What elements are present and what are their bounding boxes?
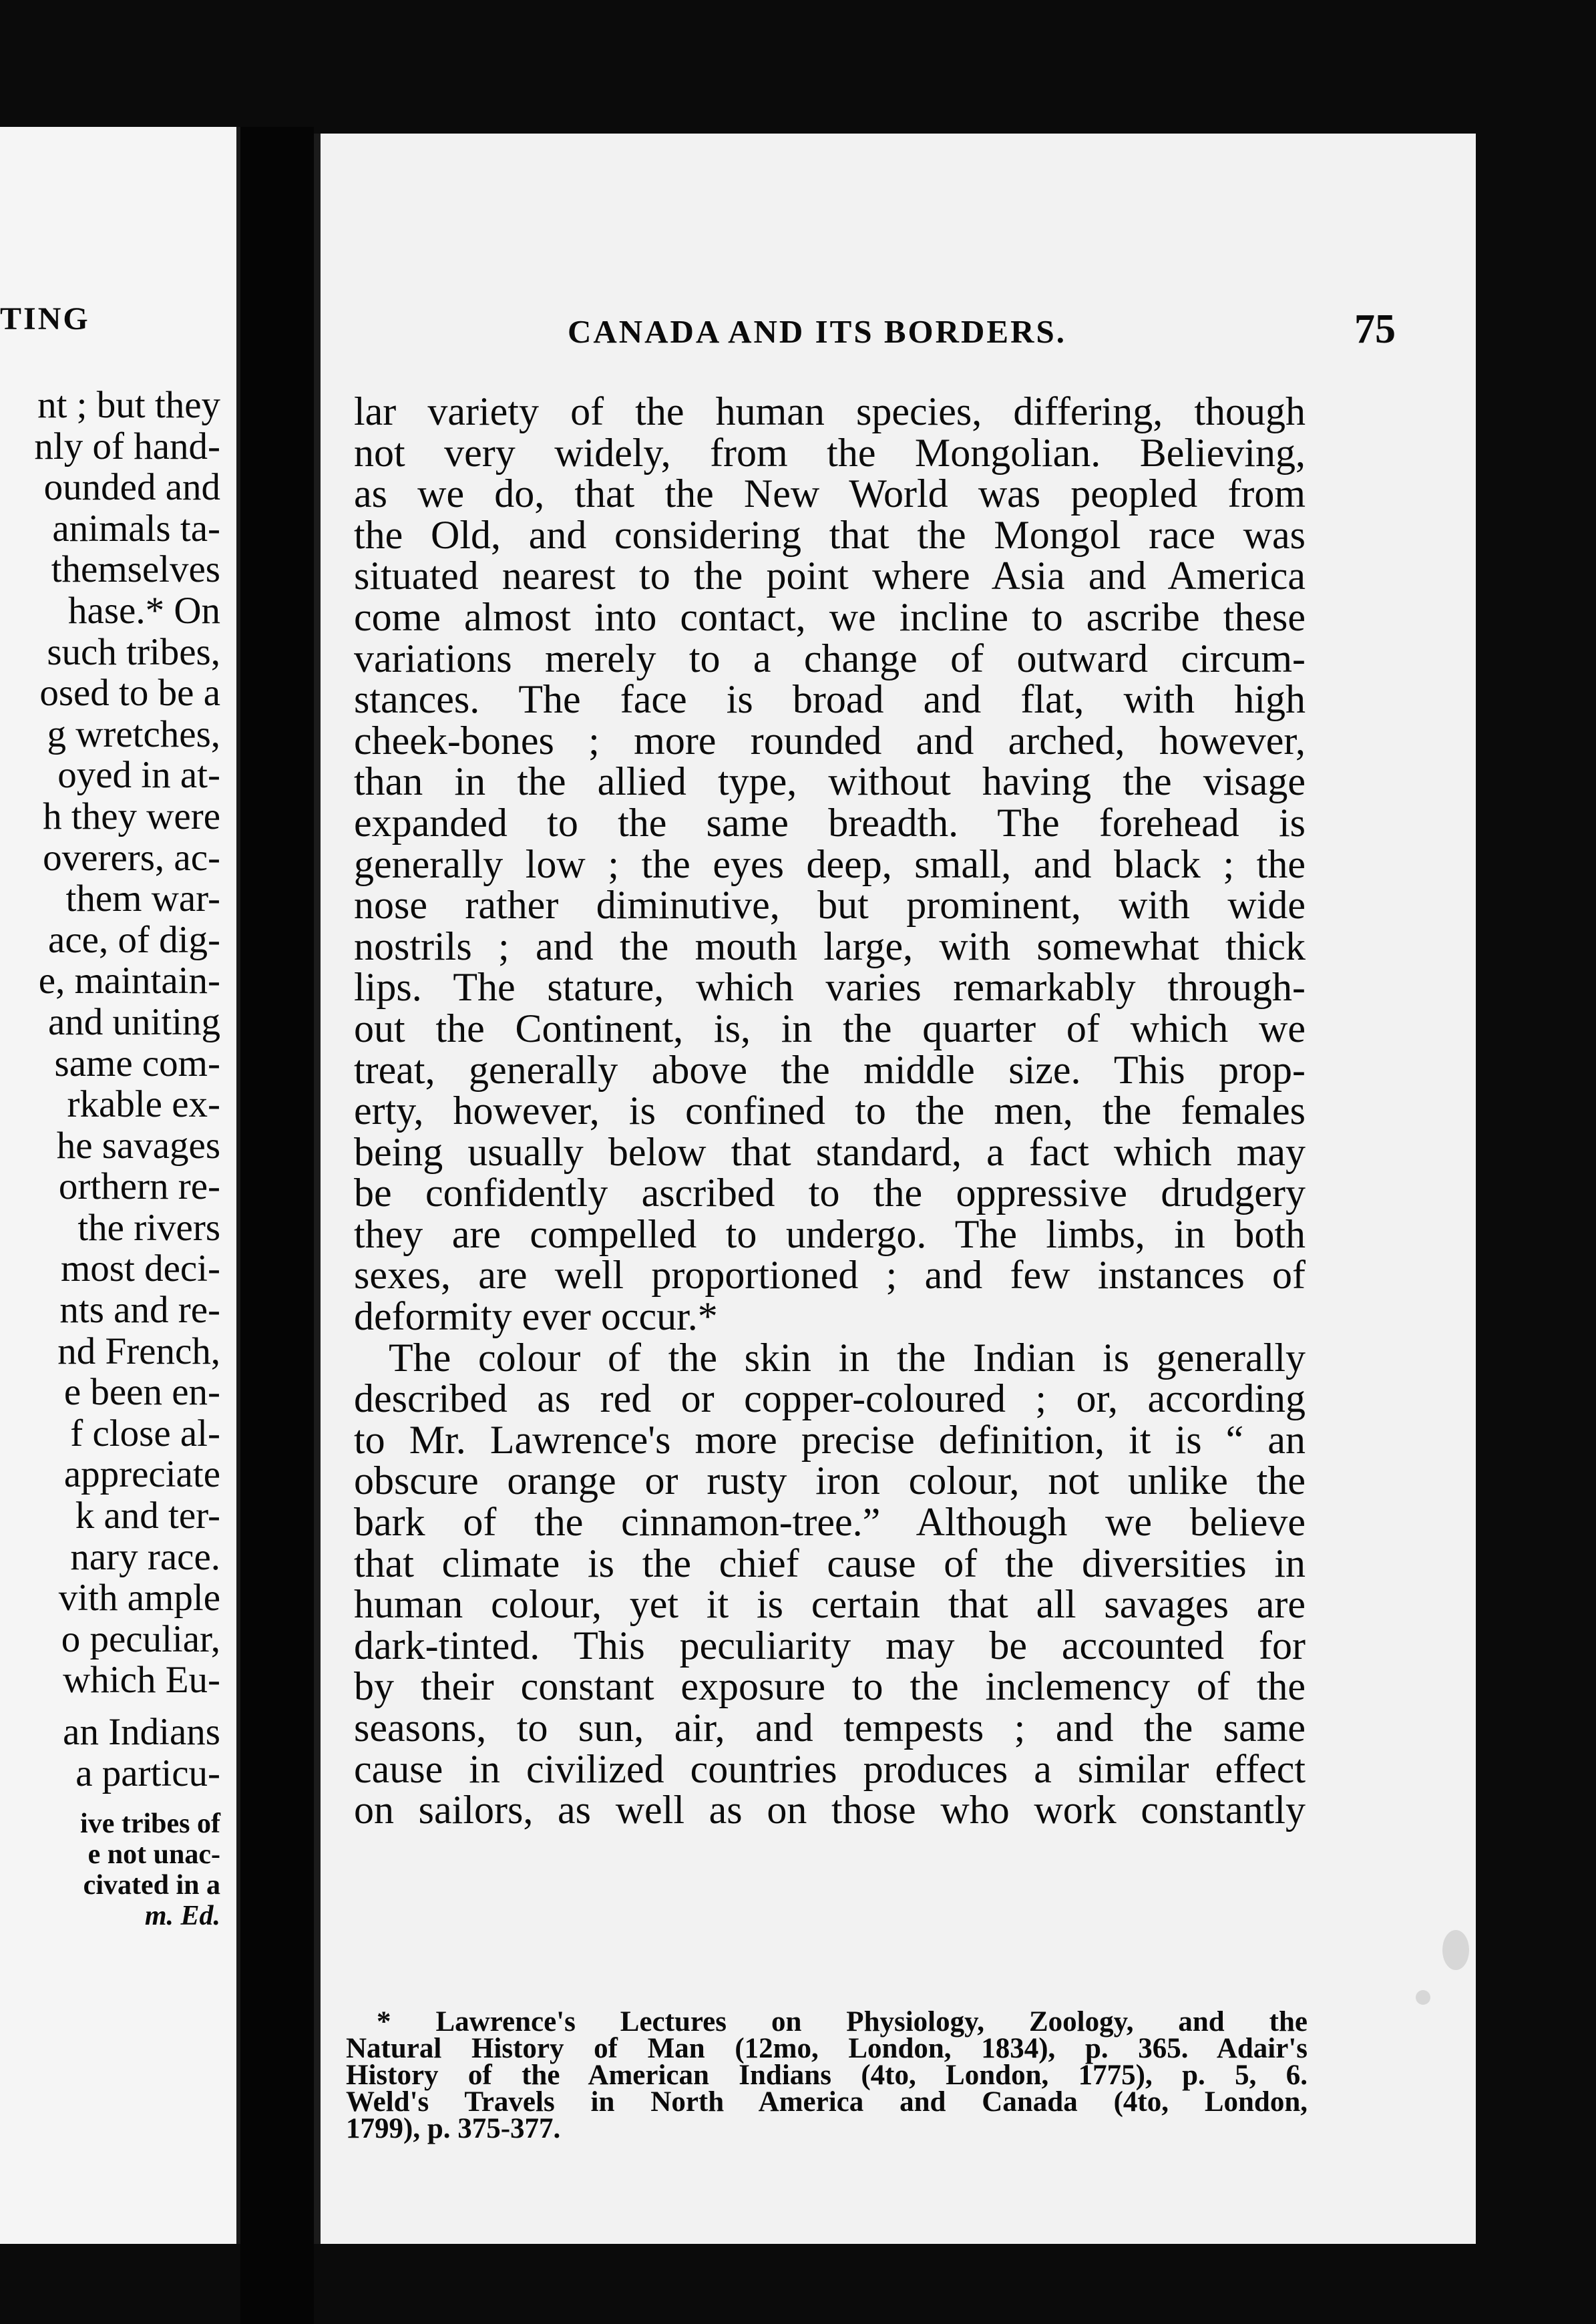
text-line: ace, of dig- bbox=[48, 918, 220, 961]
text-line: come almost into contact, we incline to ascribe these bbox=[354, 594, 1306, 639]
text-line: an Indians bbox=[63, 1711, 220, 1753]
text-line: sexes, are well proportioned ; and few instances of bbox=[354, 1253, 1306, 1298]
previous-page bbox=[0, 127, 240, 2244]
text-line: nd French, bbox=[57, 1330, 220, 1372]
text-line: erty, however, is confined to the men, the females bbox=[354, 1089, 1306, 1133]
running-head bbox=[568, 306, 1396, 353]
footnote-line: 1799), p. 375-377. bbox=[346, 2113, 561, 2144]
text-line: rkable ex- bbox=[67, 1083, 220, 1126]
text-line: the Old, and considering that the Mongol race was bbox=[354, 512, 1306, 557]
footnote-line: civated in a bbox=[83, 1870, 220, 1901]
text-line: themselves bbox=[51, 548, 220, 591]
text-line: described as red or copper-coloured ; or, according bbox=[354, 1376, 1306, 1421]
footnote-gap bbox=[0, 1794, 220, 1808]
text-line: h they were bbox=[43, 795, 220, 837]
text-line: overers, ac- bbox=[43, 836, 220, 879]
footnote-line: History of the American Indians (4to, London, 1775), p. 5, 6. bbox=[346, 2060, 1308, 2091]
footnote-line: ive tribes of bbox=[80, 1808, 220, 1840]
text-line: appreciate bbox=[63, 1453, 220, 1496]
running-title: CANADA AND ITS BORDERS. bbox=[568, 313, 1066, 350]
page-number: 75 bbox=[1354, 307, 1396, 352]
text-line: by their constant exposure to the inclemency of the bbox=[354, 1664, 1306, 1709]
text-line: the rivers bbox=[77, 1206, 220, 1249]
text-line: which Eu- bbox=[63, 1659, 220, 1702]
text-line: e been en- bbox=[63, 1371, 220, 1414]
text-line: they are compelled to undergo. The limbs, in both bbox=[354, 1211, 1306, 1256]
text-line: nostrils ; and the mouth large, with somewhat thick bbox=[354, 924, 1306, 968]
text-line: to Mr. Lawrence's more precise definition, it is “ an bbox=[354, 1417, 1306, 1462]
text-gap bbox=[0, 1701, 220, 1712]
text-line: g wretches, bbox=[47, 713, 220, 755]
current-page bbox=[314, 134, 1476, 2244]
text-line: bark of the cinnamon-tree.” Although we believe bbox=[354, 1500, 1306, 1545]
text-line: f close al- bbox=[70, 1412, 220, 1455]
text-line: not very widely, from the Mongolian. Believing, bbox=[354, 430, 1306, 475]
text-line: lips. The stature, which varies remarkably through- bbox=[354, 965, 1306, 1010]
text-line: nt ; but they bbox=[37, 384, 220, 426]
footnote-line: Weld's Travels in North America and Canada (4to, London, bbox=[346, 2086, 1308, 2118]
text-line: cheek-bones ; more rounded and arched, however, bbox=[354, 718, 1306, 763]
text-line: most deci- bbox=[60, 1247, 220, 1290]
text-line: situated nearest to the point where Asia and America bbox=[354, 554, 1306, 598]
text-line: be confidently ascribed to the oppressive drudgery bbox=[354, 1171, 1306, 1215]
text-line: dark-tinted. This peculiarity may be accounted for bbox=[354, 1623, 1306, 1668]
text-line: human colour, yet it is certain that all savages are bbox=[354, 1582, 1306, 1627]
text-line: k and ter- bbox=[75, 1495, 220, 1537]
footnote-line: e not unac- bbox=[87, 1839, 220, 1871]
footnote-line: * Lawrence's Lectures on Physiology, Zoology, and the bbox=[377, 2006, 1308, 2038]
text-line: vith ample bbox=[58, 1577, 220, 1619]
text-line: seasons, to sun, air, and tempests ; and the same bbox=[354, 1706, 1306, 1750]
text-line: osed to be a bbox=[39, 672, 220, 715]
text-line: nose rather diminutive, but prominent, with wide bbox=[354, 883, 1306, 928]
text-line: he savages bbox=[56, 1124, 220, 1167]
scan-speck bbox=[1442, 1930, 1469, 1970]
book-gutter bbox=[240, 127, 314, 2324]
text-line: being usually below that standard, a fact which may bbox=[354, 1129, 1306, 1174]
text-line: that climate is the chief cause of the diversities in bbox=[354, 1541, 1306, 1585]
text-line: oyed in at- bbox=[57, 754, 220, 797]
text-line: on sailors, as well as on those who work constantly bbox=[354, 1788, 1306, 1832]
text-line: nts and re- bbox=[59, 1289, 220, 1332]
footnote bbox=[346, 2006, 1308, 2144]
text-line: e, maintain- bbox=[38, 960, 220, 1002]
text-line: lar variety of the human species, differing, though bbox=[354, 389, 1306, 433]
footnote-line: m. Ed. bbox=[144, 1901, 220, 1932]
text-line: nary race. bbox=[70, 1535, 220, 1578]
text-line: deformity ever occur.* bbox=[354, 1294, 718, 1339]
scan-speck bbox=[1416, 1990, 1430, 2005]
text-line: and uniting bbox=[47, 1000, 220, 1043]
footnote-line: Natural History of Man (12mo, London, 1834), p. 365. Adair's bbox=[346, 2033, 1308, 2064]
text-line: generally low ; the eyes deep, small, and black ; the bbox=[354, 841, 1306, 886]
text-line: expanded to the same breadth. The forehead is bbox=[354, 800, 1306, 845]
text-line: nly of hand- bbox=[34, 425, 220, 467]
text-line: obscure orange or rusty iron colour, not unlike the bbox=[354, 1459, 1306, 1503]
text-line: as we do, that the New World was peopled from bbox=[354, 471, 1306, 516]
text-line: same com- bbox=[54, 1042, 220, 1085]
previous-page-running-head: TING bbox=[0, 301, 90, 337]
text-line: orthern re- bbox=[58, 1165, 220, 1208]
previous-page-text bbox=[0, 385, 220, 1931]
text-line: out the Continent, is, in the quarter of which we bbox=[354, 1006, 1306, 1050]
text-line: hase.* On bbox=[68, 589, 220, 632]
text-line: them war- bbox=[65, 878, 220, 920]
text-line: treat, generally above the middle size. This prop- bbox=[354, 1047, 1306, 1092]
text-line: o peculiar, bbox=[61, 1617, 220, 1660]
text-line: stances. The face is broad and flat, with high bbox=[354, 677, 1306, 722]
text-line: The colour of the skin in the Indian is generally bbox=[389, 1335, 1306, 1380]
text-line: a particu- bbox=[75, 1752, 220, 1794]
body-text bbox=[354, 391, 1306, 1831]
text-line: cause in civilized countries produces a similar effect bbox=[354, 1746, 1306, 1791]
text-line: variations merely to a change of outward circum- bbox=[354, 636, 1306, 681]
text-line: animals ta- bbox=[52, 507, 220, 550]
text-line: such tribes, bbox=[47, 630, 220, 673]
text-line: than in the allied type, without having the visage bbox=[354, 759, 1306, 804]
text-line: ounded and bbox=[43, 466, 220, 509]
